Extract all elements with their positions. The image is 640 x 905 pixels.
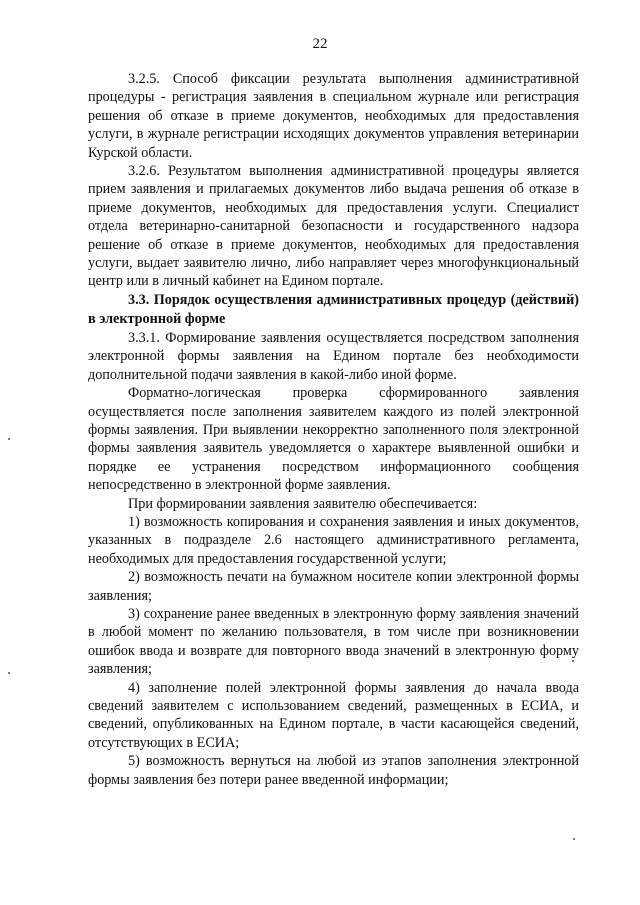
paragraph-3-2-5: 3.2.5. Способ фиксации результата выполнения административной процедуры - регистрация заявления в специальном журнале или регистрация решения об отказе в приеме документов, необходимых для предоставления услуги, в журнале регистрации исходящих документов управления ветеринарии Курской области.: [88, 71, 579, 161]
scan-speck: [8, 672, 10, 674]
scan-speck: [8, 438, 10, 440]
section-heading-3-3: 3.3. Порядок осуществления административных процедур (действий) в электронной форме: [88, 291, 579, 327]
page-number: 22: [312, 36, 328, 52]
paragraph-provided-list-intro: При формировании заявления заявителю обеспечивается:: [128, 495, 478, 512]
paragraph-3-3-1: 3.3.1. Формирование заявления осуществляется посредством заполнения электронной формы заявления на Едином портале без необходимости дополнительной подачи заявления в какой-либо иной форме.: [88, 329, 579, 383]
paragraph-format-check: Форматно-логическая проверка сформированного заявления осуществляется после заполнения заявителем каждого из полей электронной формы заявления. При выявлении некорректно заполненного поля электронной формы заявления заявитель уведомляется о характере выявленной ошибки и порядке ее устранения посредством информационного сообщения непосредственно в электронной форме заявления.: [88, 385, 579, 494]
list-item-3: 3) сохранение ранее введенных в электронную форму заявления значений в любой момент по желанию пользователя, в том числе при возникновении ошибок ввода и возврате для повторного ввода значений в электронную форму заявления;: [88, 605, 579, 678]
list-item-2: 2) возможность печати на бумажном носителе копии электронной формы заявления;: [88, 569, 579, 604]
list-item-5: 5) возможность вернуться на любой из этапов заполнения электронной формы заявления без потери ранее введенной информации;: [88, 753, 579, 788]
scan-speck: [573, 838, 575, 840]
list-item-4: 4) заполнение полей электронной формы заявления до начала ввода сведений заявителем с использованием сведений, размещенных в ЕСИА, и сведений, опубликованных на Едином портале, в части касающейся сведений, отсутствующих в ЕСИА;: [88, 679, 579, 751]
scan-speck: [572, 660, 574, 662]
list-item-1: 1) возможность копирования и сохранения заявления и иных документов, указанных в подразделе 2.6 настоящего административного регламента, необходимых для предоставления государственной услуги;: [88, 513, 579, 567]
document-body: [88, 70, 579, 789]
paragraph-3-2-6: 3.2.6. Результатом выполнения административной процедуры является прием заявления и прилагаемых документов либо выдача решения об отказе в приеме документов, необходимых для предоставления услуги. Специалист отдела ветеринарно-санитарной безопасности и государственного надзора решение об отказе в приеме документов, необходимых для предоставления услуги, выдает заявителю лично, либо направляет через многофункциональный центр или в личный кабинет на Едином портале.: [88, 163, 579, 290]
